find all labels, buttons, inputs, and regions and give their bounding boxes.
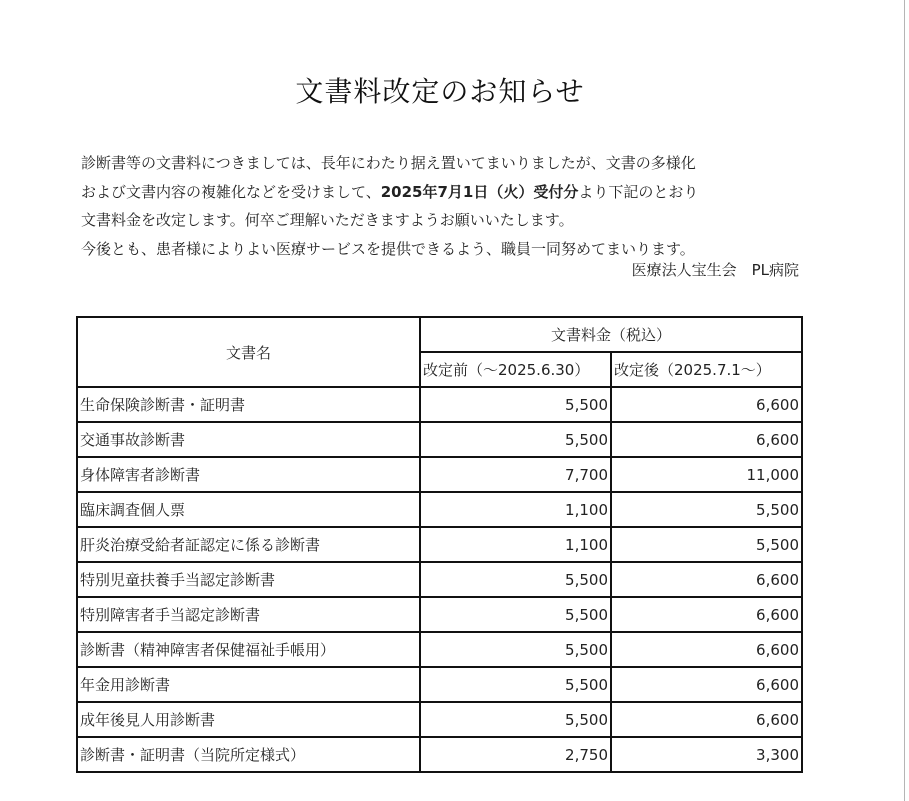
document-name-cell: 特別障害者手当認定診断書 (77, 597, 420, 632)
column-header-after: 改定後（2025.7.1～） (611, 352, 802, 387)
column-header-before: 改定前（～2025.6.30） (420, 352, 611, 387)
fee-before-cell: 5,500 (420, 387, 611, 422)
intro-line-2 (81, 178, 801, 207)
intro-line-2-end: より下記のとおり (578, 182, 699, 201)
document-name-cell: 診断書（精神障害者保健福祉手帳用） (77, 632, 420, 667)
intro-line-3: 文書料金を改定します。何卒ご理解いただきますようお願いいたします。 (81, 211, 574, 229)
table-row (77, 702, 802, 737)
column-header-fee: 文書料金（税込） (420, 317, 802, 352)
fee-before-cell: 5,500 (420, 702, 611, 737)
fee-before-cell: 5,500 (420, 667, 611, 702)
fee-table (76, 316, 803, 773)
page-title: 文書料改定のお知らせ (295, 75, 585, 108)
table-row (77, 457, 802, 492)
fee-before-cell: 2,750 (420, 737, 611, 772)
intro-line-2-start: および文書内容の複雑化などを受けまして、 (81, 182, 381, 201)
fee-after-cell: 6,600 (611, 562, 802, 597)
table-row (77, 737, 802, 772)
intro-line-1: 診断書等の文書料につきましては、長年にわたり据え置いてまいりましたが、文書の多様化 (81, 154, 696, 172)
fee-before-cell: 5,500 (420, 632, 611, 667)
table-row (77, 597, 802, 632)
document-name-cell: 臨床調査個人票 (77, 492, 420, 527)
document-name-cell: 身体障害者診断書 (77, 457, 420, 492)
fee-after-cell: 6,600 (611, 667, 802, 702)
table-row (77, 562, 802, 597)
fee-after-cell: 5,500 (611, 492, 802, 527)
document-name-cell: 特別児童扶養手当認定診断書 (77, 562, 420, 597)
table-row (77, 422, 802, 457)
fee-before-cell: 5,500 (420, 562, 611, 597)
fee-before-cell: 7,700 (420, 457, 611, 492)
effective-date-emphasis: 2025年7月1日（火）受付分 (380, 182, 579, 201)
fee-table-body (77, 387, 802, 772)
page-edge-divider (904, 0, 905, 801)
table-row (77, 527, 802, 562)
document-name-cell: 成年後見人用診断書 (77, 702, 420, 737)
column-header-document-name: 文書名 (77, 317, 420, 387)
fee-after-cell: 6,600 (611, 597, 802, 632)
fee-after-cell: 5,500 (611, 527, 802, 562)
document-name-cell: 肝炎治療受給者証認定に係る診断書 (77, 527, 420, 562)
fee-after-cell: 11,000 (611, 457, 802, 492)
intro-paragraph (81, 149, 801, 263)
hospital-signature: 医療法人宝生会 PL病院 (631, 261, 799, 279)
table-row (77, 492, 802, 527)
table-row (77, 387, 802, 422)
fee-after-cell: 3,300 (611, 737, 802, 772)
document-name-cell: 生命保険診断書・証明書 (77, 387, 420, 422)
fee-table-header-row (77, 317, 802, 352)
fee-after-cell: 6,600 (611, 632, 802, 667)
fee-after-cell: 6,600 (611, 387, 802, 422)
fee-after-cell: 6,600 (611, 702, 802, 737)
table-row (77, 667, 802, 702)
table-row (77, 632, 802, 667)
fee-before-cell: 5,500 (420, 422, 611, 457)
document-name-cell: 年金用診断書 (77, 667, 420, 702)
fee-before-cell: 1,100 (420, 527, 611, 562)
document-name-cell: 診断書・証明書（当院所定様式） (77, 737, 420, 772)
document-name-cell: 交通事故診断書 (77, 422, 420, 457)
fee-before-cell: 1,100 (420, 492, 611, 527)
intro-line-4: 今後とも、患者様によりよい医療サービスを提供できるよう、職員一同努めてまいります。 (81, 239, 695, 258)
fee-before-cell: 5,500 (420, 597, 611, 632)
fee-after-cell: 6,600 (611, 422, 802, 457)
